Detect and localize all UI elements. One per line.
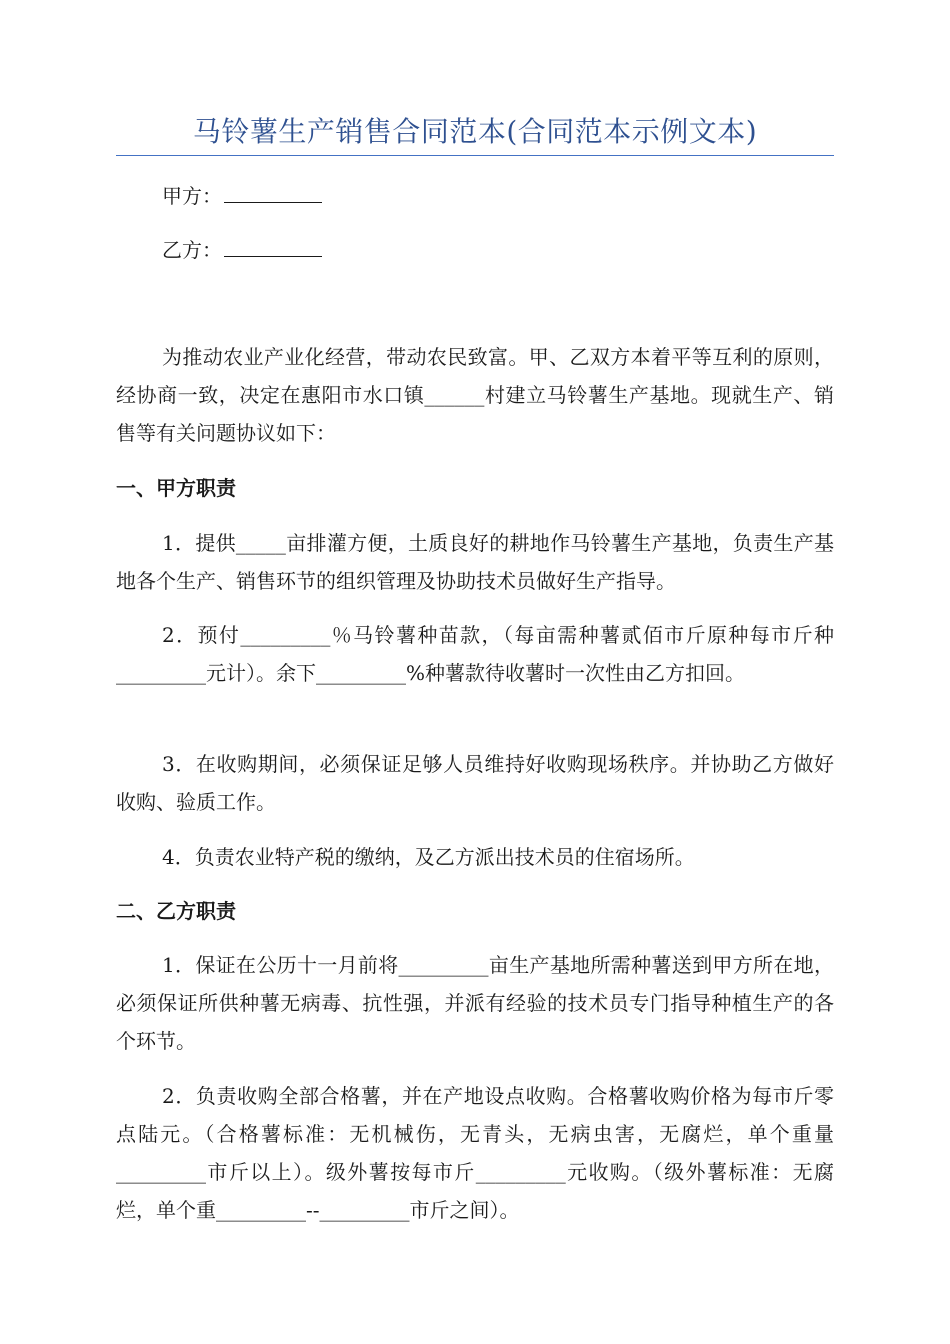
party-b-line	[162, 236, 322, 264]
section-1-item-3: 3．在收购期间，必须保证足够人员维持好收购现场秩序。并协助乙方做好收购、验质工作。	[116, 752, 834, 814]
section-2-heading: 二、乙方职责	[116, 899, 236, 923]
title-underline	[116, 155, 834, 156]
section-1-heading: 一、甲方职责	[116, 476, 236, 500]
document-title: 马铃薯生产销售合同范本(合同范本示例文本)	[192, 115, 758, 148]
section-2-item-1: 1．保证在公历十一月前将_________亩生产基地所需种薯送到甲方所在地，必须保证所供种薯无病毒、抗性强，并派有经验的技术员专门指导种植生产的各个环节。	[116, 953, 834, 1053]
party-a-line	[162, 182, 322, 210]
party-a-label: 甲方：	[162, 184, 222, 208]
party-b-blank	[224, 236, 322, 257]
party-a-blank	[224, 182, 322, 203]
intro-paragraph: 为推动农业产业化经营，带动农民致富。甲、乙双方本着平等互利的原则，经协商一致，决定在惠阳市水口镇______村建立马铃薯生产基地。现就生产、销售等有关问题协议如下：	[116, 345, 834, 445]
party-b-label: 乙方：	[162, 238, 222, 262]
section-1-item-1: 1．提供_____亩排灌方便，土质良好的耕地作马铃薯生产基地，负责生产基地各个生产、销售环节的组织管理及协助技术员做好生产指导。	[116, 531, 834, 593]
section-2-item-2: 2．负责收购全部合格薯，并在产地设点收购。合格薯收购价格为每市斤零点陆元。（合格薯标准：无机械伤，无青头，无病虫害，无腐烂，单个重量_________市斤以上）。级外薯按每市斤_________元收购。（级外薯标准：无腐烂，单个重_________--_________市斤之间）。	[116, 1084, 834, 1222]
section-1-item-4: 4．负责农业特产税的缴纳，及乙方派出技术员的住宿场所。	[162, 845, 695, 869]
section-1-item-2: 2．预付_________％马铃薯种苗款，（每亩需种薯贰佰市斤原种每市斤种_________元计）。余下_________%种薯款待收薯时一次性由乙方扣回。	[116, 623, 834, 685]
